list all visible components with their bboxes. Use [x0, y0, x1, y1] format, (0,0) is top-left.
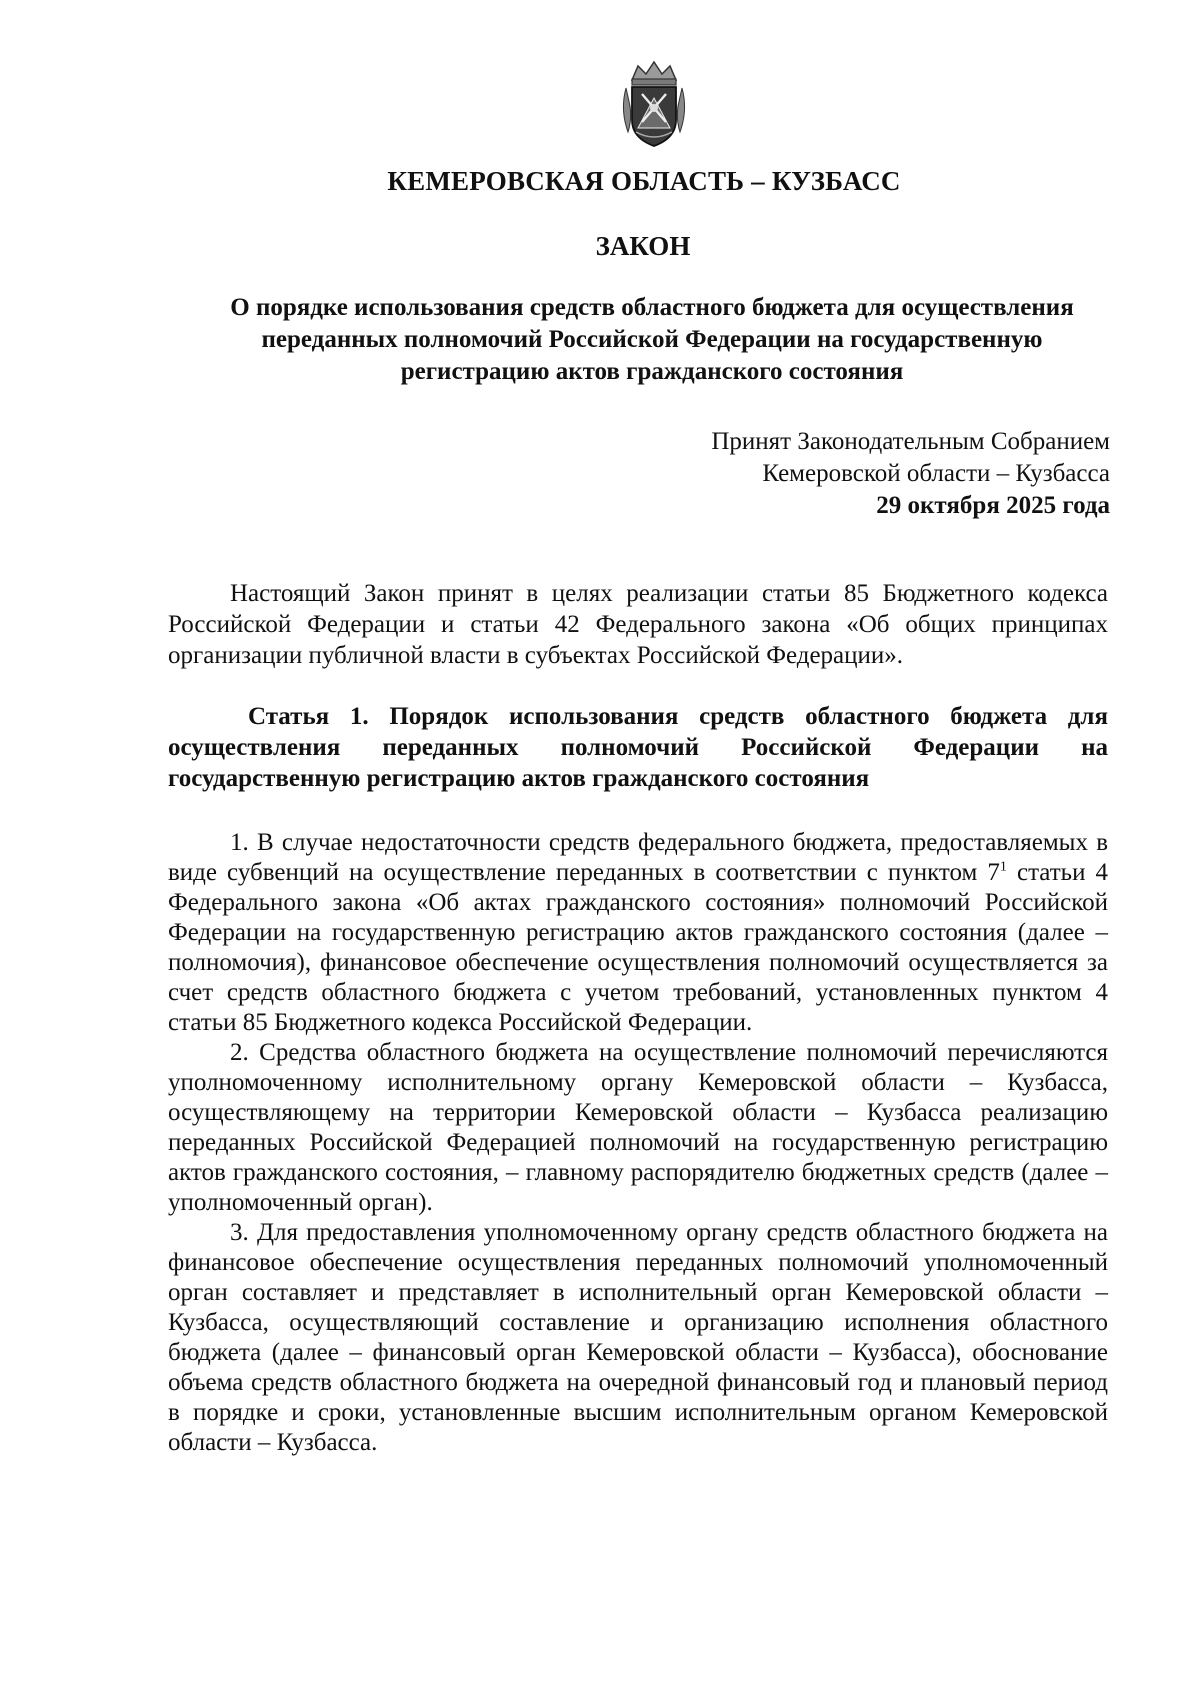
- coat-of-arms-icon: [618, 58, 690, 150]
- document-type: ЗАКОН: [595, 231, 691, 261]
- article-1-paragraph-2: 2. Средства областного бюджета на осуществление полномочий перечисляются уполномоченному исполнительному органу Кемеровской области – Кузбасса, осуществляющему на территории Кемеровской области – Кузбасса реализацию переданных Российской Федерацией полномочий на государственную регистрацию актов гражданского состояния, – главному распорядителю бюджетных средств (далее – уполномоченный орган).: [168, 1039, 1108, 1216]
- article-1-paragraph-1: [168, 828, 1108, 1038]
- adoption-date: 29 октября 2025 года: [876, 492, 1110, 519]
- article-1-paragraph-3: 3. Для предоставления уполномоченному органу средств областного бюджета на финансовое обеспечение осуществления переданных полномочий уполномоченный орган составляет и представляет в исполнительный орган Кемеровской области – Кузбасса, осуществляющий составление и организацию исполнения областного бюджета (далее – финансовый орган Кемеровской области – Кузбасса), обоснование объема средств областного бюджета на очередной финансовый год и плановый период в порядке и сроки, установленные высшим исполнительным органом Кемеровской области – Кузбасса.: [168, 1219, 1108, 1456]
- adoption-line: Принят Законодательным Собранием: [711, 428, 1110, 455]
- law-title-line: О порядке использования средств областного бюджета для осуществления: [230, 294, 1074, 321]
- region-name: КЕМЕРОВСКАЯ ОБЛАСТЬ – КУЗБАСС: [387, 166, 901, 196]
- adoption-block: [168, 426, 1110, 522]
- law-title-line: регистрацию актов гражданского состояния: [400, 358, 904, 385]
- adoption-line: Кемеровской области – Кузбасса: [762, 460, 1110, 487]
- paragraph-text: статьи 4 Федерального закона «Об актах гражданского состояния» полномочий Российской Федерации на государственную регистрацию актов гражданского состояния (далее – полномочия), финансовое обеспечение осуществления полномочий осуществляется за счет средств областного бюджета с учетом требований, установленных пунктом 4 статьи 85 Бюджетного кодекса Российской Федерации.: [168, 859, 1109, 1036]
- law-title-line: переданных полномочий Российской Федерации на государственную: [261, 326, 1043, 353]
- preamble: Настоящий Закон принят в целях реализации статьи 85 Бюджетного кодекса Российской Федерации и статьи 42 Федерального закона «Об общих принципах организации публичной власти в субъектах Российской Федерации».: [168, 580, 1108, 669]
- law-title: [192, 292, 1112, 388]
- paragraph-text: 1. В случае недостаточности средств федерального бюджета, предоставляемых в виде субвенций на осуществление переданных в соответствии с пунктом 7: [168, 829, 1108, 886]
- superscript: 1: [999, 859, 1007, 875]
- article-1-heading: Статья 1. Порядок использования средств областного бюджета для осуществления переданных полномочий Российской Федерации на государственную регистрацию актов гражданского состояния: [168, 703, 1108, 792]
